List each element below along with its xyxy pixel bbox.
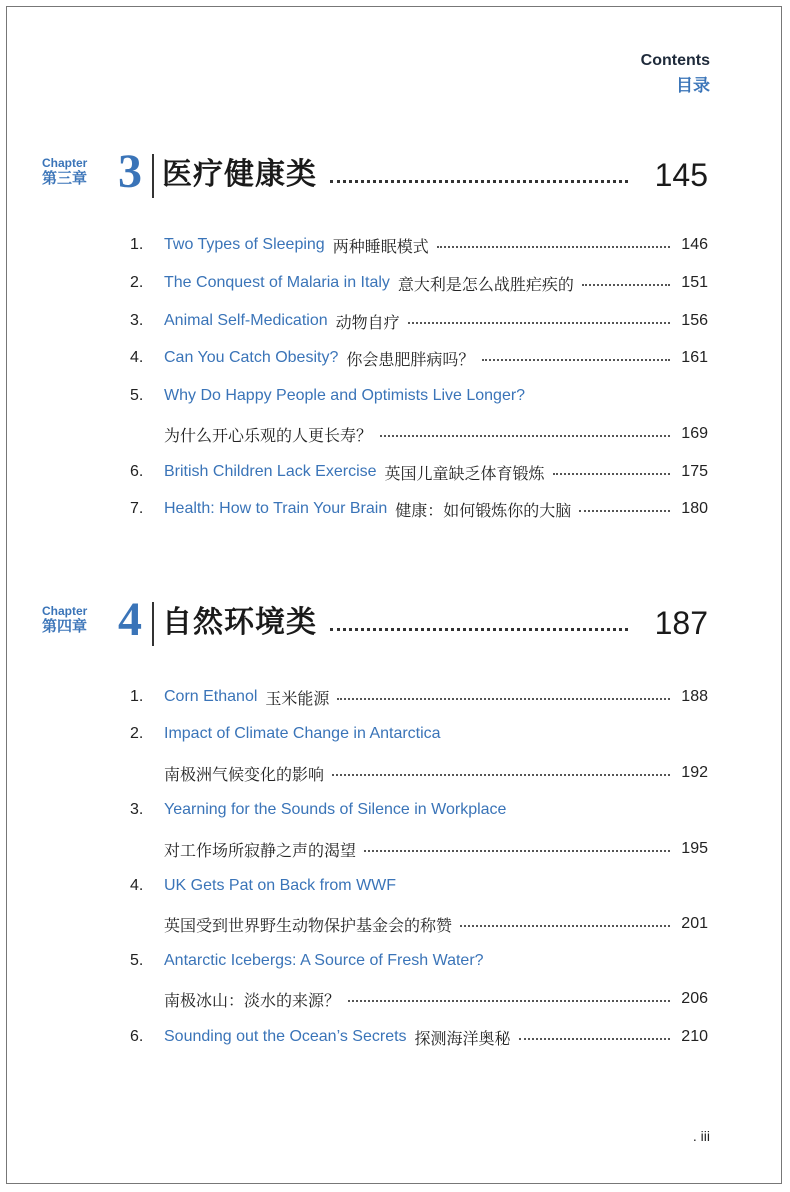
chapter-title: 医疗健康类	[162, 157, 317, 192]
entry-page: 169	[681, 425, 708, 442]
dot-leader	[482, 359, 670, 361]
entry-page: 175	[681, 463, 708, 480]
chapter-label	[42, 156, 87, 186]
chapter-4-heading	[42, 593, 708, 652]
toc-entry[interactable]	[130, 684, 708, 710]
toc-entry[interactable]	[130, 948, 708, 974]
entry-number: 7.	[130, 500, 144, 517]
entry-title-zh: 英国受到世界野生动物保护基金会的称赞	[164, 915, 453, 935]
entry-number: 1.	[130, 236, 144, 253]
dot-leader	[579, 510, 670, 512]
entry-number: 1.	[130, 688, 144, 705]
contents-title-en: Contents	[640, 52, 710, 69]
entry-page: 161	[681, 349, 708, 366]
dot-leader	[437, 246, 670, 248]
entry-title-zh: 英国儿童缺乏体育锻炼	[384, 463, 545, 483]
entry-number: 6.	[130, 1028, 144, 1045]
chapter-label	[42, 604, 87, 634]
entry-number: 3.	[130, 312, 144, 329]
toc-entry[interactable]	[130, 308, 708, 334]
toc-entry[interactable]	[130, 797, 708, 823]
dot-leader	[519, 1038, 670, 1040]
toc-entry[interactable]	[130, 345, 708, 371]
dot-leader	[332, 774, 670, 776]
entry-page: 201	[681, 915, 708, 932]
chapter-number: 4	[118, 593, 142, 646]
dot-leader	[337, 698, 670, 700]
entry-title-zh: 动物自疗	[335, 312, 400, 332]
toc-entry[interactable]	[130, 721, 708, 747]
contents-header	[641, 52, 710, 96]
entry-number: 4.	[130, 349, 144, 366]
entry-page: 180	[681, 500, 708, 517]
chapter-page: 187	[654, 605, 708, 641]
entry-title-en[interactable]: Impact of Climate Change in Antarctica	[164, 725, 441, 742]
chapter-label-en: Chapter	[42, 156, 88, 170]
entry-number: 5.	[130, 387, 144, 404]
entry-title-zh: 南极冰山：淡水的来源？	[164, 990, 341, 1010]
toc-entry[interactable]	[130, 873, 708, 899]
toc-entry[interactable]	[130, 1024, 708, 1050]
entry-title-zh: 探测海洋奥秘	[414, 1028, 511, 1048]
chapter-divider	[152, 602, 154, 646]
entry-title-en[interactable]: Antarctic Icebergs: A Source of Fresh Water?	[164, 952, 484, 969]
toc-entry[interactable]	[130, 270, 708, 296]
entry-title-en[interactable]: Corn Ethanol	[164, 688, 258, 705]
entry-number: 3.	[130, 801, 144, 818]
entry-page: 206	[681, 990, 708, 1007]
entry-number: 2.	[130, 274, 144, 291]
toc-entry-continuation	[164, 836, 708, 862]
toc-entry[interactable]	[130, 383, 708, 409]
dot-leader	[330, 628, 628, 631]
toc-entry-continuation	[164, 421, 708, 447]
entry-title-en[interactable]: UK Gets Pat on Back from WWF	[164, 877, 397, 894]
chapter-3-heading	[42, 145, 708, 204]
toc-entry[interactable]	[130, 496, 708, 522]
chapter-label-en: Chapter	[42, 604, 88, 618]
chapter-title: 自然环境类	[162, 605, 317, 640]
entry-number: 6.	[130, 463, 144, 480]
entry-title-zh: 为什么开心乐观的人更长寿？	[164, 425, 373, 445]
entry-title-en[interactable]: Health: How to Train Your Brain	[164, 500, 388, 517]
entry-page: 195	[681, 840, 708, 857]
entry-title-zh: 玉米能源	[265, 688, 330, 708]
entry-title-en[interactable]: Two Types of Sleeping	[164, 236, 325, 253]
entry-title-en[interactable]: Yearning for the Sounds of Silence in Workplace	[164, 801, 507, 818]
entry-page: 210	[681, 1028, 708, 1045]
toc-entry-continuation	[164, 760, 708, 786]
entry-number: 5.	[130, 952, 144, 969]
dot-leader	[582, 284, 670, 286]
entry-title-zh: 对工作场所寂静之声的渴望	[164, 840, 357, 860]
chapter-label-zh: 第四章	[42, 617, 88, 635]
entry-page: 188	[681, 688, 708, 705]
entry-page: 146	[681, 236, 708, 253]
dot-leader	[348, 1000, 670, 1002]
entry-page: 156	[681, 312, 708, 329]
chapter-page: 145	[654, 157, 708, 193]
entry-title-en[interactable]: Can You Catch Obesity?	[164, 349, 339, 366]
entry-title-en[interactable]: The Conquest of Malaria in Italy	[164, 274, 390, 291]
entry-title-zh: 两种睡眠模式	[332, 236, 429, 256]
page-number-footer: . iii	[692, 1128, 710, 1144]
dot-leader	[460, 925, 670, 927]
toc-entry-continuation	[164, 986, 708, 1012]
entry-title-zh: 健康：如何锻炼你的大脑	[395, 500, 572, 520]
entry-title-en[interactable]: Why Do Happy People and Optimists Live Longer?	[164, 387, 526, 404]
dot-leader	[330, 180, 628, 183]
entry-title-zh: 意大利是怎么战胜疟疾的	[397, 274, 574, 294]
entry-title-en[interactable]: Sounding out the Ocean’s Secrets	[164, 1028, 407, 1045]
chapter-number: 3	[118, 145, 142, 198]
entry-page: 192	[681, 764, 708, 781]
dot-leader	[553, 473, 670, 475]
entry-title-zh: 你会患肥胖病吗？	[346, 349, 475, 369]
entry-title-en[interactable]: Animal Self-Medication	[164, 312, 328, 329]
entry-title-zh: 南极洲气候变化的影响	[164, 764, 325, 784]
entry-number: 2.	[130, 725, 144, 742]
dot-leader	[380, 435, 670, 437]
contents-title-zh: 目录	[676, 76, 710, 96]
chapter-label-zh: 第三章	[42, 169, 88, 187]
toc-entry-continuation	[164, 911, 708, 937]
chapter-divider	[152, 154, 154, 198]
dot-leader	[364, 850, 670, 852]
dot-leader	[408, 322, 670, 324]
toc-entry[interactable]	[130, 232, 708, 258]
entry-title-en[interactable]: British Children Lack Exercise	[164, 463, 377, 480]
entry-number: 4.	[130, 877, 144, 894]
toc-entry[interactable]	[130, 459, 708, 485]
entry-page: 151	[681, 274, 708, 291]
